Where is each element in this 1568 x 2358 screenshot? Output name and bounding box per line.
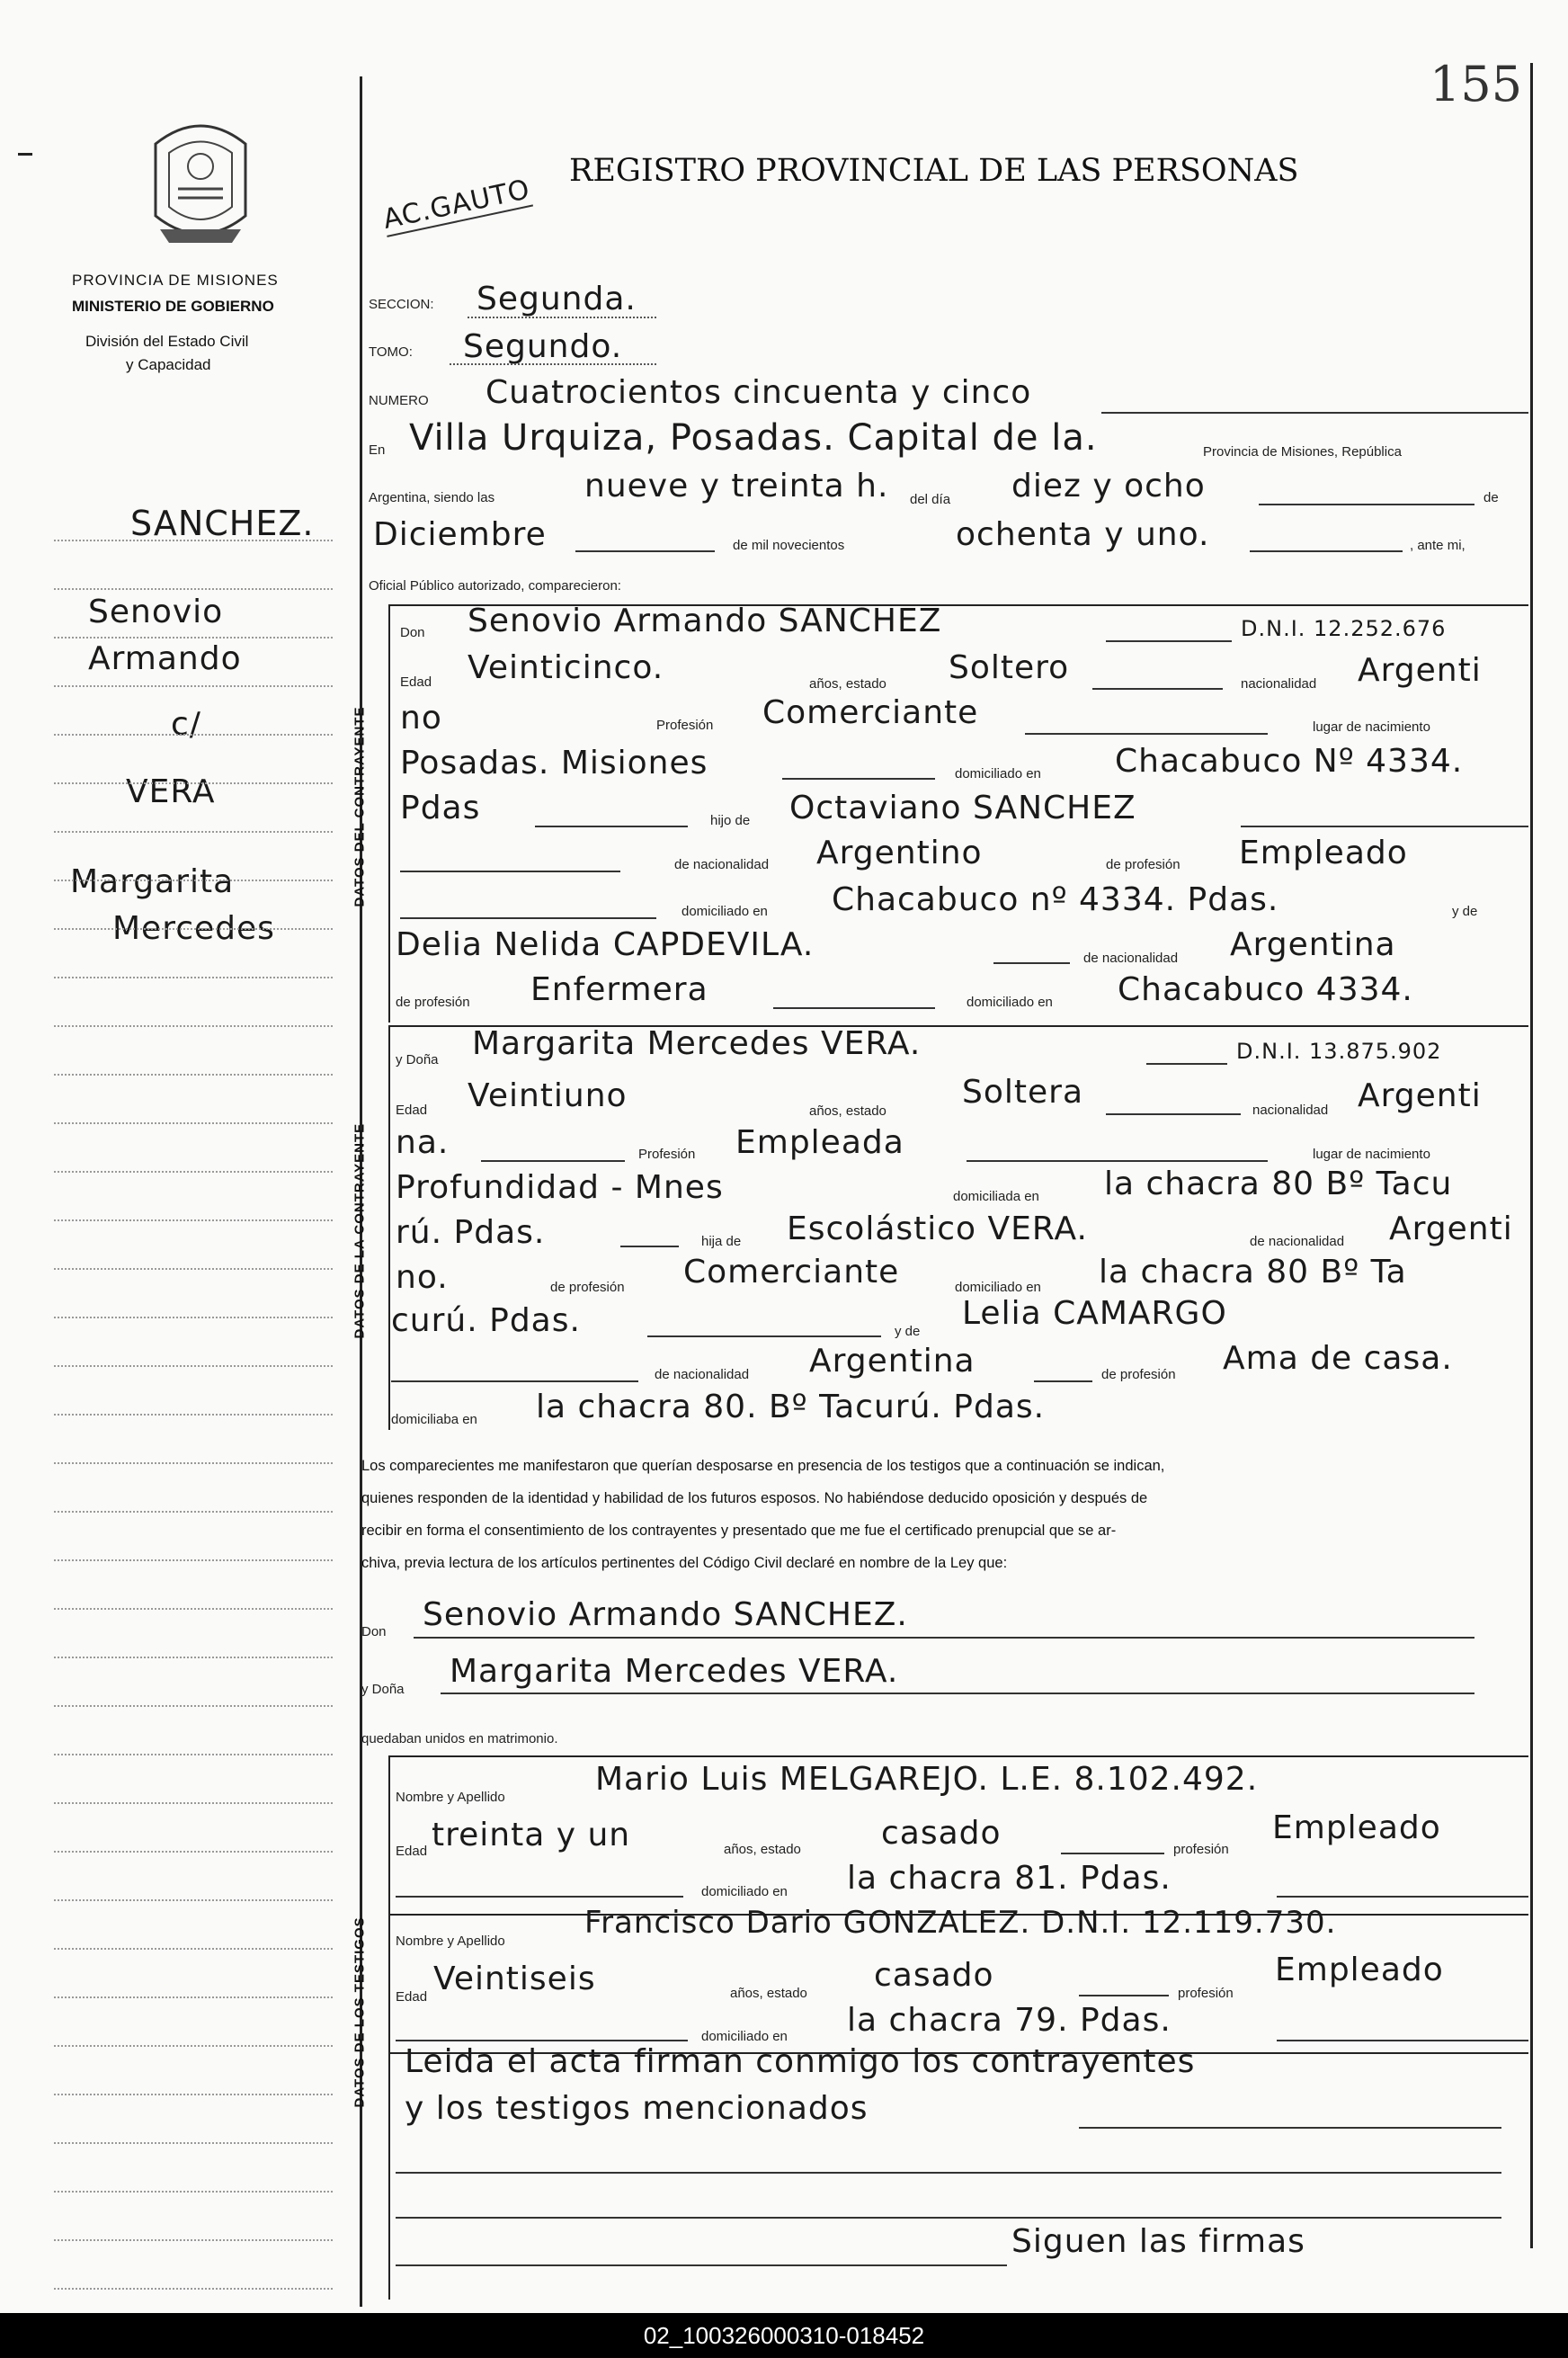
contrayenta-padre-nac-b: no. bbox=[396, 1259, 449, 1296]
closing-line-2: y los testigos mencionados bbox=[405, 2090, 869, 2127]
margin-rule-line bbox=[54, 1268, 333, 1270]
dash-mark bbox=[18, 153, 32, 156]
document-id-bar bbox=[0, 2313, 1568, 2358]
contrayente-nombre: Senovio Armando SANCHEZ bbox=[468, 603, 942, 639]
padre-dom-label-2: domiciliado en bbox=[955, 1280, 1041, 1295]
union-don: Senovio Armando SANCHEZ. bbox=[423, 1596, 908, 1633]
dia-line bbox=[1259, 504, 1474, 505]
margin-rule-line bbox=[54, 1365, 333, 1367]
seccion-line bbox=[468, 317, 656, 318]
union-dona-line bbox=[441, 1693, 1474, 1694]
margin-conj: c/ bbox=[171, 706, 201, 743]
margin-rule-line bbox=[54, 1948, 333, 1950]
contrayente-domicilio-a: Chacabuco Nº 4334. bbox=[1115, 743, 1464, 780]
contrayenta-profesion-line bbox=[967, 1160, 1268, 1162]
page-title: REGISTRO PROVINCIAL DE LAS PERSONAS bbox=[569, 153, 1299, 189]
contrayente-padre: Octaviano SANCHEZ bbox=[789, 790, 1136, 826]
contrayenta-padre: Escolástico VERA. bbox=[787, 1210, 1088, 1247]
madre-nacionalidad: Argentina bbox=[1230, 926, 1396, 963]
lugar-nac-label: lugar de nacimiento bbox=[1313, 719, 1430, 735]
contrayente-lugar-nac: Posadas. Misiones bbox=[400, 745, 708, 782]
t1-anos-label: años, estado bbox=[724, 1842, 801, 1857]
padre-line bbox=[1241, 826, 1528, 827]
margin-rule-line bbox=[54, 734, 333, 736]
testigos-bracket-top bbox=[388, 1755, 1528, 1757]
dona-label: y Doña bbox=[396, 1052, 439, 1067]
firmas-rule bbox=[396, 2264, 1007, 2266]
contrayenta-dni: D.N.I. 13.875.902 bbox=[1236, 1039, 1442, 1064]
madre-nac-label-2: de nacionalidad bbox=[655, 1367, 750, 1382]
document-id: 02_100326000310-018452 bbox=[643, 2322, 925, 2349]
contrayenta-lugar-nac: Profundidad - Mnes bbox=[396, 1169, 724, 1206]
t1-nombre-label: Nombre y Apellido bbox=[396, 1790, 505, 1805]
margin-rule-line bbox=[54, 2288, 333, 2290]
oficial-label: Oficial Público autorizado, comparecieron: bbox=[369, 578, 621, 594]
hijo-label: hijo de bbox=[710, 813, 751, 828]
don-label: Don bbox=[400, 625, 425, 640]
closing-rule-4 bbox=[396, 2217, 1501, 2219]
t1-blank-line bbox=[396, 1896, 683, 1898]
anos-estado-label: años, estado bbox=[809, 676, 886, 692]
contrayenta-nombre-line bbox=[1146, 1063, 1227, 1065]
padre-profesion: Empleado bbox=[1239, 835, 1408, 871]
mes-value: Diciembre bbox=[373, 516, 547, 553]
edad-label: Edad bbox=[400, 674, 432, 690]
t1-dom-line bbox=[1277, 1896, 1528, 1898]
margin-rule-line bbox=[54, 977, 333, 978]
de-prof-label: de profesión bbox=[1106, 857, 1180, 872]
blank-line-2 bbox=[400, 917, 656, 919]
anos-estado-label-2: años, estado bbox=[809, 1103, 886, 1119]
margin-rule-line bbox=[54, 1414, 333, 1416]
t1-edad-label: Edad bbox=[396, 1844, 428, 1859]
margin-rule-line bbox=[54, 1608, 333, 1610]
margin-rule-line bbox=[54, 685, 333, 687]
page-number: 155 bbox=[1430, 56, 1523, 112]
domicilio-b-line-2 bbox=[620, 1246, 679, 1247]
nacionalidad-label: nacionalidad bbox=[1241, 676, 1317, 692]
contrayente-edad: Veinticinco. bbox=[468, 649, 664, 686]
contrayenta-madre-nac: Argentina bbox=[809, 1343, 976, 1380]
margin-rule-line bbox=[54, 637, 333, 639]
t2-nombre-label: Nombre y Apellido bbox=[396, 1934, 505, 1949]
de-nac-label: de nacionalidad bbox=[674, 857, 770, 872]
margin-rule-line bbox=[54, 1705, 333, 1707]
margin-rule-line bbox=[54, 2191, 333, 2193]
contrayenta-padre-dom-b: curú. Pdas. bbox=[391, 1302, 581, 1339]
y-de-label-2: y de bbox=[895, 1324, 921, 1339]
domiciliado-label: domiciliado en bbox=[955, 766, 1041, 782]
del-dia-label: del día bbox=[910, 492, 951, 507]
annotation-stamp: AC.GAUTO bbox=[379, 174, 533, 236]
de-label: de bbox=[1483, 490, 1499, 505]
margin-rule-line bbox=[54, 1851, 333, 1853]
tomo-value: Segundo. bbox=[463, 328, 623, 365]
anio-value: ochenta y uno. bbox=[956, 516, 1210, 553]
padre-prof-label-2: de profesión bbox=[550, 1280, 625, 1295]
contrayenta-domicilio-a: la chacra 80 Bº Tacu bbox=[1104, 1166, 1453, 1202]
provincia-label: Provincia de Misiones, República bbox=[1203, 444, 1402, 460]
closing-rule-3 bbox=[396, 2172, 1501, 2174]
padre-nac-label-2: de nacionalidad bbox=[1250, 1234, 1345, 1249]
t2-prof-label: profesión bbox=[1178, 1986, 1234, 2001]
provincial-seal bbox=[142, 117, 259, 252]
union-dona-label: y Doña bbox=[361, 1682, 405, 1697]
contrayenta-padre-dom-a: la chacra 80 Bº Ta bbox=[1099, 1254, 1407, 1291]
hija-label: hija de bbox=[701, 1234, 742, 1249]
margin-rule-line bbox=[54, 2239, 333, 2241]
anio-line bbox=[1250, 550, 1403, 552]
margin-rule-line bbox=[54, 1511, 333, 1513]
contrayente-nombre-line bbox=[1106, 640, 1232, 642]
margin-rule-line bbox=[54, 1559, 333, 1561]
dia-value: diez y ocho bbox=[1011, 468, 1206, 505]
margin-rule-line bbox=[54, 1657, 333, 1658]
paragraph-line-4: chiva, previa lectura de los artículos pertinentes del Código Civil declaré en nombre de la Ley que: bbox=[361, 1555, 1008, 1571]
margin-rule-line bbox=[54, 1754, 333, 1755]
contrayenta-section-label: DATOS DE LA CONTRAYENTE bbox=[352, 1122, 368, 1339]
margin-surname-2: VERA bbox=[126, 773, 216, 810]
margin-rule-line bbox=[54, 2142, 333, 2144]
contrayente-section-label: DATOS DEL CONTRAYENTE bbox=[352, 706, 368, 907]
paragraph-line-1: Los comparecientes me manifestaron que querían desposarse en presencia de los testigos que a continuación se indican, bbox=[361, 1458, 1165, 1474]
contrayenta-profesion: Empleada bbox=[735, 1124, 904, 1161]
domiciliada-label: domiciliada en bbox=[953, 1189, 1039, 1204]
nacionalidad-label-2: nacionalidad bbox=[1252, 1103, 1329, 1118]
t2-dom-label: domiciliado en bbox=[701, 2029, 788, 2044]
argentina-label: Argentina, siendo las bbox=[369, 490, 495, 505]
lugar-value: Villa Urquiza, Posadas. Capital de la. bbox=[409, 417, 1098, 459]
firmas-text: Siguen las firmas bbox=[1011, 2223, 1305, 2260]
testigo-2-estado: casado bbox=[874, 1957, 994, 1994]
org-line-4: y Capacidad bbox=[126, 356, 211, 373]
lugar-nac-line bbox=[782, 778, 935, 780]
union-dona: Margarita Mercedes VERA. bbox=[450, 1653, 899, 1690]
testigo-1-domicilio: la chacra 81. Pdas. bbox=[847, 1860, 1172, 1897]
profesion-label: Profesión bbox=[656, 718, 714, 733]
legal-paragraph bbox=[361, 1450, 1530, 1579]
padre-dom-b-line bbox=[647, 1335, 881, 1337]
tomo-line bbox=[450, 363, 656, 365]
contrayenta-nombre: Margarita Mercedes VERA. bbox=[472, 1025, 922, 1062]
margin-rule-line bbox=[54, 1219, 333, 1221]
margin-rule-line bbox=[54, 1171, 333, 1173]
t1-prof-label: profesión bbox=[1173, 1842, 1229, 1857]
madre-domicilio: Chacabuco 4334. bbox=[1118, 971, 1413, 1008]
blank-line-1 bbox=[400, 871, 620, 872]
madre-line bbox=[993, 962, 1070, 964]
ante-mi-label: , ante mi, bbox=[1410, 538, 1466, 553]
org-line-3: División del Estado Civil bbox=[85, 333, 249, 350]
margin-rule-line bbox=[54, 1317, 333, 1318]
testigo-2-profesion: Empleado bbox=[1275, 1952, 1444, 1988]
t1-estado-line bbox=[1061, 1853, 1164, 1854]
margin-rule-line bbox=[54, 782, 333, 784]
margin-rule-line bbox=[54, 880, 333, 881]
margin-rule-line bbox=[54, 1802, 333, 1804]
quedaban-label: quedaban unidos en matrimonio. bbox=[361, 1731, 558, 1746]
seccion-label: SECCION: bbox=[369, 297, 434, 312]
contrayente-dni: D.N.I. 12.252.676 bbox=[1241, 616, 1447, 641]
contrayenta-domicilio-b: rú. Pdas. bbox=[396, 1214, 546, 1251]
contrayente-profesion-line bbox=[1025, 733, 1268, 735]
contrayente-nacionalidad-b: no bbox=[400, 700, 442, 737]
mes-line bbox=[575, 550, 715, 552]
contrayente-bracket bbox=[388, 604, 390, 1023]
profesion-label-2: Profesión bbox=[638, 1147, 696, 1162]
padre-domicilio: Chacabuco nº 4334. Pdas. bbox=[832, 881, 1279, 918]
closing-line-2-rule bbox=[1079, 2127, 1501, 2129]
t2-blank-line bbox=[396, 2040, 688, 2041]
margin-rule-line bbox=[54, 1462, 333, 1464]
org-line-2: MINISTERIO DE GOBIERNO bbox=[72, 298, 274, 315]
contrayente-madre: Delia Nelida CAPDEVILA. bbox=[396, 926, 815, 963]
t2-dom-line bbox=[1277, 2040, 1528, 2041]
numero-line bbox=[1101, 412, 1528, 414]
contrayente-profesion: Comerciante bbox=[762, 694, 979, 731]
tomo-label: TOMO: bbox=[369, 344, 413, 360]
seccion-value: Segunda. bbox=[477, 281, 637, 317]
numero-value: Cuatrocientos cincuenta y cinco bbox=[486, 374, 1032, 411]
margin-name-2: Armando bbox=[88, 640, 242, 677]
margin-rule-line bbox=[54, 1899, 333, 1901]
t2-edad-label: Edad bbox=[396, 1989, 428, 2005]
contrayenta-madre-prof: Ama de casa. bbox=[1223, 1340, 1453, 1377]
testigos-bracket bbox=[388, 1755, 390, 2300]
testigo-2-edad: Veintiseis bbox=[433, 1961, 596, 1997]
contrayenta-nacionalidad-a: Argenti bbox=[1358, 1077, 1482, 1114]
contrayente-estado-line bbox=[1092, 688, 1223, 690]
de-mil-label: de mil novecientos bbox=[733, 538, 845, 553]
margin-rule-line bbox=[54, 2094, 333, 2095]
paragraph-line-3: recibir en forma el consentimiento de los contrayentes y presentado que me fue el certificado prenupcial que se ar- bbox=[361, 1523, 1117, 1539]
t2-anos-label: años, estado bbox=[730, 1986, 807, 2001]
margin-rule-line bbox=[54, 1025, 333, 1027]
margin-rule-line bbox=[54, 928, 333, 930]
contrayenta-madre-dom: la chacra 80. Bº Tacurú. Pdas. bbox=[536, 1389, 1046, 1425]
testigos-section-label: DATOS DE LOS TESTIGOS bbox=[352, 1916, 368, 2108]
contrayenta-edad: Veintiuno bbox=[468, 1077, 628, 1114]
union-don-label: Don bbox=[361, 1624, 387, 1639]
lugar-nac-label-2: lugar de nacimiento bbox=[1313, 1147, 1430, 1162]
union-don-line bbox=[414, 1637, 1474, 1639]
margin-rule-line bbox=[54, 540, 333, 541]
contrayenta-padre-nac-a: Argenti bbox=[1389, 1210, 1513, 1247]
madre-prof-label-2: de profesión bbox=[1101, 1367, 1176, 1382]
t1-dom-label: domiciliado en bbox=[701, 1884, 788, 1899]
hora-value: nueve y treinta h. bbox=[584, 468, 889, 505]
margin-rule-line bbox=[54, 1996, 333, 1998]
contrayente-estado: Soltero bbox=[949, 649, 1070, 686]
padre-nacionalidad: Argentino bbox=[816, 835, 983, 871]
testigo-1-profesion: Empleado bbox=[1272, 1809, 1441, 1846]
contrayente-nacionalidad-a: Argenti bbox=[1358, 652, 1482, 689]
right-border bbox=[1530, 63, 1533, 2248]
closing-line-1: Leida el acta firman conmigo los contrayentes bbox=[405, 2043, 1196, 2080]
margin-name-4: Mercedes bbox=[112, 910, 275, 947]
contrayenta-bracket bbox=[388, 1025, 390, 1430]
contrayenta-nacionalidad-b: na. bbox=[396, 1124, 450, 1161]
margin-rule-line bbox=[54, 831, 333, 833]
numero-label: NUMERO bbox=[369, 393, 429, 408]
madre-profesion: Enfermera bbox=[530, 971, 708, 1008]
margin-rule-line bbox=[54, 1074, 333, 1076]
contrayente-domicilio-b: Pdas bbox=[400, 790, 481, 826]
contrayenta-padre-prof: Comerciante bbox=[683, 1254, 900, 1291]
y-de-label: y de bbox=[1452, 904, 1478, 919]
domicilio-b-line bbox=[535, 826, 688, 827]
en-label: En bbox=[369, 442, 386, 458]
nac-b-line bbox=[481, 1160, 625, 1162]
testigo-1-estado: casado bbox=[881, 1815, 1002, 1852]
margin-rule-line bbox=[54, 2045, 333, 2047]
madre-nac-label: de nacionalidad bbox=[1083, 951, 1179, 966]
madre-dom-label: domiciliado en bbox=[967, 995, 1053, 1010]
margin-surname: SANCHEZ. bbox=[130, 504, 315, 543]
domiciliaba-label: domiciliaba en bbox=[391, 1412, 477, 1427]
edad-label-2: Edad bbox=[396, 1103, 428, 1118]
madre-prof-line bbox=[773, 1007, 935, 1009]
margin-name-3: Margarita bbox=[70, 863, 235, 900]
blank-line-3 bbox=[391, 1380, 638, 1382]
t2-estado-line bbox=[1079, 1995, 1169, 1996]
testigo-2-domicilio: la chacra 79. Pdas. bbox=[847, 2002, 1172, 2039]
contrayenta-estado: Soltera bbox=[962, 1074, 1084, 1111]
testigo-1-edad: treinta y un bbox=[432, 1817, 631, 1853]
testigo-2-nombre: Francisco Dario GONZALEZ. D.N.I. 12.119.730. bbox=[584, 1905, 1337, 1941]
contrayenta-madre: Lelia CAMARGO bbox=[962, 1295, 1227, 1332]
contrayenta-estado-line bbox=[1106, 1113, 1241, 1115]
madre-prof-label: de profesión bbox=[396, 995, 470, 1010]
margin-rule-line bbox=[54, 588, 333, 590]
paragraph-line-2: quienes responden de la identidad y habilidad de los futuros esposos. No habiéndose deducido oposición y después de bbox=[361, 1490, 1148, 1506]
padre-dom-label: domiciliado en bbox=[682, 904, 768, 919]
madre-nac-line-2 bbox=[1034, 1380, 1092, 1382]
org-line-1: PROVINCIA DE MISIONES bbox=[72, 272, 279, 289]
margin-rule-line bbox=[54, 1122, 333, 1124]
testigo-1-nombre: Mario Luis MELGAREJO. L.E. 8.102.492. bbox=[595, 1761, 1259, 1798]
margin-name-1: Senovio bbox=[88, 594, 224, 630]
